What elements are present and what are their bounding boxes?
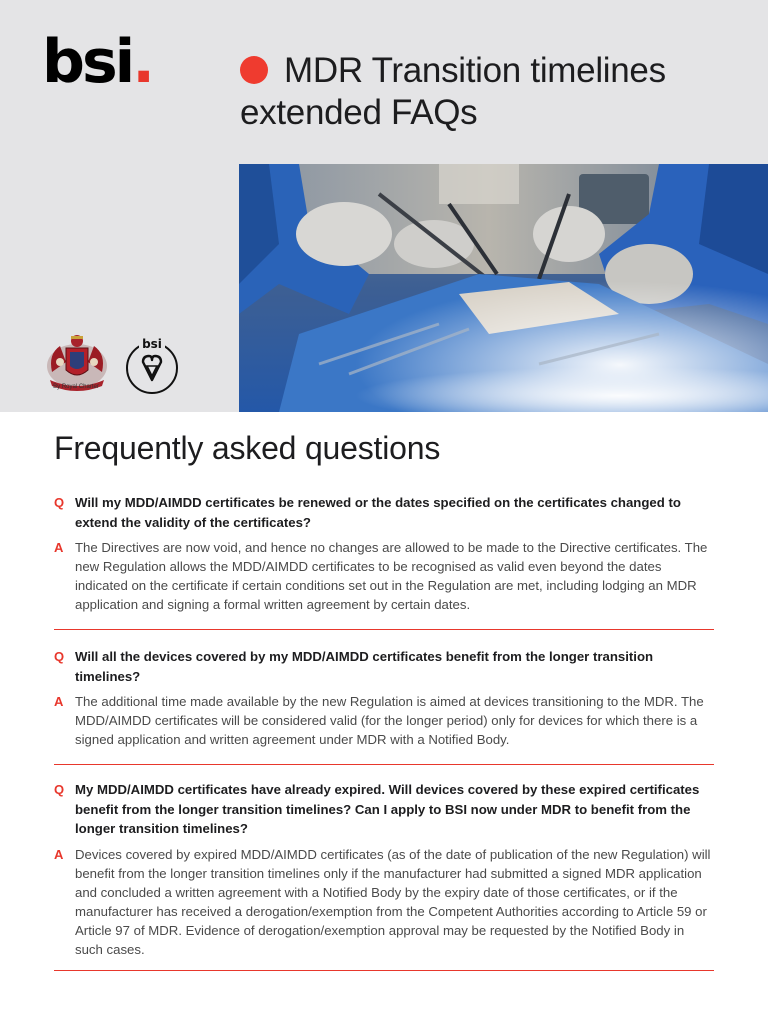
surgery-photo [239,164,768,412]
answer-row [54,845,714,959]
question-marker: Q [54,649,65,664]
kitemark-icon [122,336,182,394]
answer-text: Devices covered by expired MDD/AIMDD certificates (as of the date of publication of the new Regulation) will benefit from the longer transition timelines only if the manufacturer had submitted a signed MDR application and concluded a written agreement with a Notified Body by the expiry date of those certificates, or if the manufacturer has received a derogation/exemption from the Competent Authorities according to Article 59 or Article 97 of MDR. Evidence of derogation/exemption approval may be requested by the Notified Body in such cases. [75,846,711,957]
faq-item [54,780,714,959]
kitemark-label: bsi [142,337,162,351]
faq-heading: Frequently asked questions [54,430,441,466]
question-text: Will my MDD/AIMDD certificates be renewed or the dates specified on the certificates changed to extend the validity of the certificates? [75,495,681,530]
question-text: My MDD/AIMDD certificates have already expired. Will devices covered by these expired certificates benefit from the longer transition timelines? Can I apply to BSI now under MDR to benefit from the longer transition timelines? [75,782,700,836]
divider [54,629,714,630]
question-row [54,493,714,532]
question-row [54,647,714,686]
question-marker: Q [54,495,65,510]
faq-item [54,647,714,749]
divider [54,764,714,765]
page-title [240,50,740,134]
title-line-1: MDR Transition timelines [284,51,666,90]
divider [54,970,714,971]
question-row [54,780,714,839]
answer-marker: A [54,540,64,555]
answer-marker: A [54,846,64,862]
question-marker: Q [54,782,65,797]
answer-row [54,538,714,614]
logo-text: bsi [42,27,133,97]
title-line-2: extended FAQs [240,93,478,132]
answer-text: The Directives are now void, and hence no changes are allowed to be made to the Directive certificates. The new Regulation allows the MDD/AIMDD certificates to be recognised as valid even beyond the dates indicated on the certificate if certain conditions set out in the Regulation are met, including lodging an MDR application and signing a formal written agreement by certain dates. [75,540,708,612]
faq-item [54,493,714,614]
bsi-logo [42,27,153,97]
logo-dot: . [132,27,153,97]
answer-row [54,692,714,749]
royal-charter-caption: By Royal Charter [53,384,99,390]
header-band [0,0,768,412]
answer-marker: A [54,694,64,709]
question-text: Will all the devices covered by my MDD/AIMDD certificates benefit from the longer transition timelines? [75,649,654,684]
answer-text: The additional time made available by the new Regulation is aimed at devices transitioning to the MDR. The MDD/AIMDD certificates will be considered valid (for the longer period) only for devices for which there is a signed application and written agreement under MDR with a Notified Body. [75,694,704,747]
